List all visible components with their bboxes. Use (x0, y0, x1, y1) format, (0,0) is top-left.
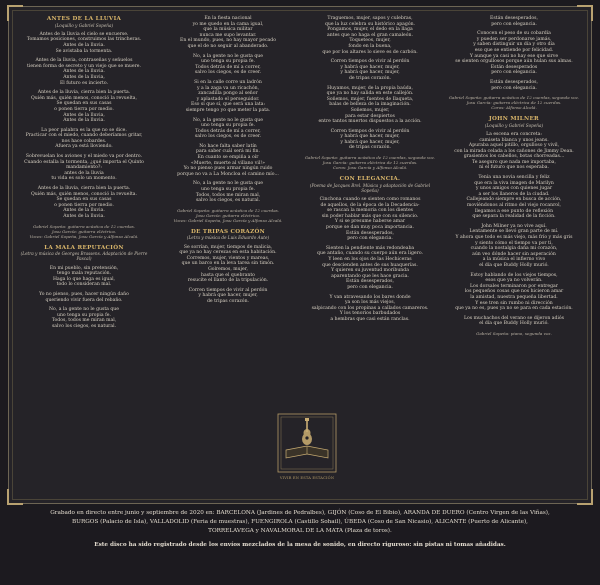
stanza (16, 292, 152, 303)
performer-note-line: Josu García: guitarra eléctrica de 12 cuerdas. (322, 160, 418, 166)
lyric-line: Antes de la lluvia, (63, 74, 105, 80)
performer-note-line: Coros: Josu García y Alfonso Alcalá. (332, 165, 408, 171)
lyric-line: fondo en la buena, (348, 43, 392, 49)
lyric-line: Antes de la lluvia el cielo se encuerse. (39, 31, 129, 37)
lyric-line: Lentamente se llevó gran parte de mí. (469, 229, 559, 235)
lyric-line: John Milner ya no vive aquí. (481, 223, 547, 229)
recording-note: Este disco ha sido registrado desde los envíos mezclados de la mesa de sonido, en directo riguroso: sin pistas ni tomas añadidas. (94, 542, 506, 549)
stanza (302, 246, 438, 291)
lyrics-column-3 (302, 16, 438, 323)
lyric-line: el día que Buddy Holly murió. (479, 321, 549, 327)
stanza (302, 86, 438, 125)
performer-note (16, 224, 152, 239)
lyric-line: movíéndonos al ritmo del viejo rocanrol, (466, 203, 562, 209)
lyric-line: yo me quedo en la cama igual, (192, 21, 264, 27)
lyric-line: Antes de la lluvia. (63, 214, 105, 220)
lyric-line: Estoy hablando de los viejos tiempos, (470, 272, 558, 278)
lyric-line: salvo los ciegos, es natural. (51, 323, 117, 329)
lyric-line: En el mundo, pues, no hay mayor pecado (180, 38, 276, 44)
lyric-line: que ya no es, pues ya no se para en cada estación. (455, 306, 573, 312)
song-credit: (Loquillo y Gabriel Sopeña) (54, 22, 114, 28)
lyric-line: pero con elegancia. (491, 85, 537, 91)
lyric-line: Todos, todos me miran mal, (51, 318, 117, 324)
lyric-line: Golremos, mujer, (208, 266, 248, 272)
lyric-line: para estar despiertos (345, 113, 395, 119)
stanza (446, 80, 582, 91)
credits-line: TORRELAVEGA y NAVALMORAL DE LA MATA (Plaza de toros). (208, 527, 392, 534)
lyric-line: queriendo vivir fuera del rebaño. (45, 297, 123, 303)
stanza (302, 16, 438, 55)
stanza (160, 288, 296, 305)
lyric-line: que antaño, cuando su cuerpo aún era ligero. (317, 251, 423, 257)
lyric-line: nunca me supo levantar. (199, 32, 257, 38)
lyric-line: Conocen el peso de su cobardía (477, 31, 551, 37)
lyric-line: o ponen tierra por medio. (54, 106, 114, 112)
lyric-line: No hace falta saber latín (199, 143, 257, 149)
lyric-line: Practicar con el miedo, cuando deberíamos gritar, (25, 133, 143, 139)
lyric-line: No, a la gente no le gusta que (193, 181, 263, 187)
lyric-line: para saber cuál será mi fin. (196, 149, 260, 155)
lyric-line: salvo los ciegos, es de creer. (194, 134, 262, 140)
stanza (302, 197, 438, 242)
credits-line: BURGOS (Palacio de Isla), VALLADOLID (Feria de muestras), FUENGIROLA (Castillo Sohail), ÚBEDA (Coso de San Nicasio), ALICANTE (Puerto de Alicante), (72, 518, 528, 525)
lyric-line: Cinchona cuando se sienten como romanos (319, 197, 421, 203)
lyric-line: Huyamos, mujer, de la propia baúda, (327, 85, 413, 91)
emblem-caption: VIVIR EN ESTA ESTACIÓN (279, 476, 335, 480)
lyric-line: Están desesperados, (346, 279, 394, 285)
lyric-line: ya son los más viejos, (344, 300, 396, 306)
lyric-line: que descienden antes de sus huaquerías. (322, 262, 418, 268)
lyric-line: siempre tengo yo que meter la pata. (185, 107, 271, 113)
song-title: DE TRIPAS CORAZÓN (190, 228, 266, 235)
song-title: ANTES DE LA LLUVIA (46, 16, 122, 22)
lyric-line: Antes de la lluvia. (63, 118, 105, 124)
lyric-line: Corren tiempos de vivir al perdón (188, 287, 268, 293)
lyric-line: Afuera ya está lloviendo. (55, 144, 113, 150)
lyric-line: Y si se presume haberse amar (334, 219, 406, 225)
stanza (160, 181, 296, 203)
lyric-line: En mi pueblo, sin pretensión, (49, 265, 119, 271)
lyric-line: zancadilla pongo al señor (198, 91, 258, 97)
lyric-line: Tomamos posiciones, construimos las trincheras. (26, 37, 142, 43)
lyric-line: pero con elegancia. (347, 284, 393, 290)
stanza (16, 186, 152, 220)
song-credit: (Letra y música de Georges Brassens. Adaptación de Pierre Pascal) (20, 251, 148, 262)
lyric-line: Los dorsales terminaron por entregar (470, 283, 558, 289)
lyric-line: de aquellos, de la época de la Decadencia- (320, 202, 420, 208)
lyric-line: resucite el llanto de la tripulación. (187, 278, 269, 284)
lyric-line: tu vida es solo un momento. (51, 176, 117, 182)
stanza (446, 175, 582, 220)
lyric-line: Callejeando siempre en busca de acción, (466, 197, 562, 203)
lyric-line: Y van atravesando los bares donde (329, 294, 411, 300)
stanza (16, 154, 152, 182)
lyric-line: a ser los llaneros de la ciudad. (478, 191, 550, 197)
lyric-line: Sienten la pendiente más redondeaba (325, 245, 415, 251)
lyric-line: Todos detrás de mí a correr, (195, 128, 261, 134)
lyric-line: uno tenga su propia fe. (201, 59, 255, 65)
lyric-line: balas de belleza de la imaginación. (329, 102, 411, 108)
performer-note-line: Voces: Gabriel Sopeña, Josu García y Alfonso Alcalá. (29, 233, 139, 239)
stanza (302, 129, 438, 151)
lyric-line: que ya no hay salida en este callejón. (326, 91, 414, 97)
lyric-line: Se avistaba la tormenta. (55, 48, 113, 54)
lyric-line: salvo los ciegos, es de creer. (194, 70, 262, 76)
corner-ornament (7, 489, 23, 505)
lyric-line: esos que ya no volverán. (485, 278, 543, 284)
lyric-line: y habrá que hacer, mujer, (340, 70, 400, 76)
performer-note (302, 155, 438, 170)
performer-note-line: Gabriel Sopeña: guitarra acústica de 12 cuerdas. (32, 223, 136, 229)
lyric-line: grasientos los cabellos, botas chorreadas... (463, 154, 565, 160)
lyric-line: Antes de la lluvia, cierra bien la puerta. (37, 90, 131, 96)
stanza (446, 273, 582, 312)
lyric-line: tienen forma de secreto y un viejo que se muere. (27, 63, 141, 69)
lyric-line: uno tenga su propia fe. (201, 123, 255, 129)
lyric-line: Y quieren su juventud moribunda (331, 268, 409, 274)
lyric-line: la amistad, nuestra pequeña libertad. (470, 294, 558, 300)
stanza (16, 32, 152, 54)
lyric-line: Están desesperados, (490, 16, 538, 21)
lyric-line: y habrá que hacer, mujer, (198, 293, 258, 299)
lyric-line: y habrá que hacer, mujer, (340, 64, 400, 70)
lyric-line: entre tantos muertos dispuestos a la acción. (318, 119, 422, 125)
lyric-line: que un barco en la leva tarea sin timón. (181, 261, 275, 267)
stanza (160, 245, 296, 284)
lyric-line: Y ahora que todo es más viejo, más frío y más gris (455, 235, 573, 241)
song-credit: (Letra y música de Luis Eduardo Aute) (186, 235, 270, 241)
lyric-line: y habrá que hacer, mujer, (340, 139, 400, 145)
lyric-line: que la música militar (203, 27, 253, 33)
lyric-line: de tripas corazón. (206, 298, 249, 304)
performer-note-line: Gabriel Sopeña: guitarra acústica de 12 cuerdas, segunda voz. (304, 155, 436, 161)
lyric-line: La peor palabra es la que no se dice. (41, 127, 127, 133)
lyric-line: los pequeños cosas que nos hicieron amar (464, 289, 564, 295)
lyric-line: Yo no pienso pues armar ningún ruido (183, 166, 273, 172)
book-guitar-emblem-icon (276, 412, 338, 478)
lyric-line: nos hace cobardes. (61, 138, 107, 144)
lyrics-column-1 (16, 16, 152, 330)
lyric-line: y a la zaga va un ricachón, (196, 85, 260, 91)
song-title: CON ELEGANCIA. (339, 176, 401, 183)
lyric-line: Corren tiempos de vivir al perdón (330, 128, 410, 134)
lyric-line: Corren tiempos de vivir al perdón (330, 59, 410, 65)
lyric-line: porque se dan muy poca importancia. (326, 225, 414, 231)
lyric-line: Te aseguro que nada me importaba, (472, 159, 556, 165)
lyric-line: antes de la lluvia (64, 170, 104, 176)
lyric-line: Antes de la lluvia. (63, 69, 105, 75)
stanza (446, 316, 582, 327)
lyric-line: se sienten orgullosos porque aún hulan sus almas. (455, 59, 573, 65)
lyric-line: aparentando que les hace gracia. (331, 273, 409, 279)
song-title: LA MALA REPUTACIÓN (44, 244, 124, 251)
performer-note (446, 331, 582, 336)
lyric-line: Antes de la lluvia, contraseñas y señuelos (35, 58, 133, 64)
lyric-line: a hembras que casi están ranclas. (330, 316, 410, 322)
lyric-line: En cuanto se empiña a oír (197, 155, 259, 161)
lyric-line: Soñemos, mujer, fuentes de Ilaqueta, (326, 96, 414, 102)
stanza (446, 132, 582, 171)
performer-note-line: Josu García: guitarra eléctrica. (195, 212, 261, 218)
lyric-line: Sobrevuelan los aviones y el miedo va por dentro. (25, 154, 143, 160)
lyric-line: que por los altares lo sieve es de carbón. (322, 49, 418, 55)
stanza (446, 224, 582, 269)
lyric-line: aún veo dónde hacer sin asperación (472, 251, 556, 257)
performer-note (446, 95, 582, 110)
stanza (16, 266, 152, 288)
performer-note-line: Gabriel Sopeña: guitarra acústica de 12 cuerdas. (176, 207, 280, 213)
stanza (446, 31, 582, 76)
lyrics-column-4 (446, 16, 582, 336)
lyric-line: Se sorrían, mujer, tiempos de malicia, (183, 244, 273, 250)
lyric-line: de tripas corazón. (348, 75, 391, 81)
lyric-line: Si en la calle corre un ladrón (194, 79, 262, 85)
lyric-line: porque no va a La Moncloa el camino mío... (177, 171, 279, 177)
lyric-line: salpicando con los propinas a callados camareros. (311, 305, 429, 311)
lyric-line: Apuraba aquel pitillo, orgulloso y vivil, (468, 143, 560, 149)
lyric-line: salvo los ciegos, es natural. (195, 198, 261, 204)
lyric-line: y unos amigos con quienes jugar (475, 186, 553, 192)
lyric-line: «Muerte, muerte al villano vil!» (191, 160, 265, 166)
lyric-line: Soñemos, mujer, (350, 107, 390, 113)
lyric-line: llegamos a ese punto de reflexión (474, 208, 554, 214)
lyric-line: En la fiesta nacional (204, 16, 252, 21)
performer-note-line: Gabriel Sopeña: guitarra acústica de 12 cuerdas, segunda voz. (448, 95, 580, 101)
lyric-line: Y ese tren sin rumbo ni dirección (475, 300, 553, 306)
stanza (16, 58, 152, 86)
lyric-line: Los muchachos del verano se dijeron adiós (463, 315, 565, 321)
lyric-line: Están desesperados (490, 64, 538, 70)
lyric-line: Y los tenorios barbudados (339, 311, 401, 317)
lyric-line: que ya no hay cerezas en esta habitación. (179, 250, 277, 256)
stanza (160, 16, 296, 50)
lyric-line: que el de no seguir al abanderado. (187, 43, 269, 49)
lyric-line: mandamiento?: (66, 165, 102, 171)
lyric-line: y siento cómo el tiempo va por ti, (475, 240, 553, 246)
lyric-line: Eso sí que sí, que será una lata: (190, 102, 266, 108)
song-title: JOHN MILNER (489, 116, 539, 123)
lyric-line: sin poder hablar más que con su silencio. (321, 213, 419, 219)
performer-note (160, 208, 296, 223)
stanza (302, 59, 438, 81)
lyric-line: Antes de la lluvia, cierra bien la puerta. (37, 186, 131, 192)
lyric-line: uno tenga su propia fe. (57, 312, 111, 318)
lyric-line: Quién más, quién menos, conoció la revuelta. (31, 191, 137, 197)
lyric-line: Haga lo que haga es igual, (52, 276, 116, 282)
lyric-line: se rascan la memoria con los dientes (326, 208, 414, 214)
lyric-line: que la luz celebra su histórico apagón. (324, 21, 416, 27)
stanza (16, 307, 152, 329)
lyric-line: Toqueteos, mujer, (349, 38, 391, 44)
lyric-line: Todos detrás de mí a correr, (195, 64, 261, 70)
lyric-line: o ponen tierra por medio. (54, 202, 114, 208)
lyric-line: uno tenga su propia fe. (201, 187, 255, 193)
lyric-line: El futuro es incierto. (59, 80, 109, 86)
lyric-line: Yo no pienso, pues, hacer ningún daño (39, 291, 129, 297)
lyric-line: hasta que el quebranto (201, 272, 255, 278)
performer-note-line: Coros: Alfonso Alcalá. (491, 105, 537, 111)
lyric-line: de tripas corazón. (348, 145, 391, 151)
lyric-line: pero con elegancia. (347, 236, 393, 242)
lyric-line: Se quedan en sus casas (56, 197, 112, 203)
lyric-line: Están desesperados, (346, 230, 394, 236)
lyric-line: cuando la nostalgia daña mi corazón, (470, 246, 558, 252)
lyric-line: antes que no haga el gran camaleón. (327, 32, 413, 38)
lyric-line: tengo mala reputación. (56, 271, 112, 277)
lyric-line: que era la viva imagen de Marilyn (474, 180, 554, 186)
lyrics-column-2 (160, 16, 296, 305)
lyric-line: Antes de la lluvia. (63, 208, 105, 214)
stanza (160, 144, 296, 178)
stanza (160, 80, 296, 114)
lyric-line: y pueden ser perdonarse jamás, (476, 36, 552, 42)
lyric-line: Y aunque ya casi no hay ese que sirve (469, 53, 559, 59)
performer-note-line: Gabriel Sopeña: piano, segunda voz. (476, 330, 552, 336)
lyric-line: y saben distinguir un día y otro día (473, 42, 555, 48)
stanza (302, 295, 438, 323)
lyric-line: y aplastado el perseguidor. (196, 96, 260, 102)
lyric-line: Corremos, mujer, vientos y mareas, (186, 255, 270, 261)
lyric-line: y habrá que hacer, mujer, (340, 134, 400, 140)
lyric-line: Todos, todos me miran mal, (195, 192, 261, 198)
stanza (446, 16, 582, 27)
lyric-line: Traguemos, mujer, sapos y culebras, (327, 16, 413, 21)
lyric-line: camiseta blanca y unos jeans. (479, 137, 549, 143)
credits-line: Grabado en directo entre junio y septiembre de 2020 en: BARCELONA (Jardines de Pedralbes), GIJÓN (Coso de El Bibio), ARANDA DE DUERO (Centro Virgen de las Viñas), (50, 510, 550, 516)
lyric-line: No, a la gente no le gusta que (193, 117, 263, 123)
stanza (160, 54, 296, 76)
lyric-line: La escena era concreta: (486, 131, 542, 137)
stanza (16, 128, 152, 150)
song-credit: (Poema de Jacques Brel. Música y adaptación de Gabriel Sopeña) (309, 182, 431, 193)
lyric-line: No, a la gente no le gusta que (193, 53, 263, 59)
lyric-line: que separa la realidad de la ficción. (472, 214, 556, 220)
song-credit: (Loquillo y Gabriel Sopeña) (484, 122, 544, 128)
lyric-line: Se quedan en sus casas (56, 101, 112, 107)
performer-note-line: Josu García: guitarra eléctrica de 12 cuerdas. (466, 100, 562, 106)
lyric-line: Y leen en los ojos de las Hechiceras (328, 257, 412, 262)
lyric-line: Quién más, quién menos, conoció la revuelta, (31, 95, 137, 101)
lyric-line: pero con elegancia. (491, 70, 537, 76)
lyric-line: el día que Buddy Holly murió. (479, 262, 549, 268)
lyric-line: ni el futuro que nos esperaba. (479, 165, 549, 171)
lyric-line: Antes de la lluvia. (63, 42, 105, 48)
lyric-line: No, a la gente no le gusta que (49, 307, 119, 313)
lyric-line: todo lo consideran mal. (56, 282, 112, 288)
stanza (160, 118, 296, 140)
lyric-line: pero con elegancia. (491, 21, 537, 27)
lyric-line: con la mirada celada a los cañones de Jimmy Dean. (454, 148, 574, 154)
lyric-line: Antes de la lluvia, (63, 112, 105, 118)
lyric-line: Cuando estalla la tormenta, ¿qué importa el Quinto (24, 159, 144, 165)
stanza (16, 90, 152, 124)
performer-note-line: Voces: Gabriel Sopeña, Josu García y Alfonso Alcalá. (173, 217, 283, 223)
lyric-line: eso que se entiende por felicidad. (474, 47, 554, 53)
lyric-line: a la música el infierno vivo (482, 257, 546, 263)
recording-credits (20, 509, 580, 550)
lyric-line: Tenía una novia sencilla y feliz (478, 175, 550, 181)
corner-ornament (577, 489, 593, 505)
lyric-line: Están desesperados, (490, 79, 538, 85)
performer-note-line: Josu García: guitarra eléctrica. (51, 228, 117, 234)
lyric-line: Pongamos, mujer, el dedo en la llaga (327, 27, 413, 33)
